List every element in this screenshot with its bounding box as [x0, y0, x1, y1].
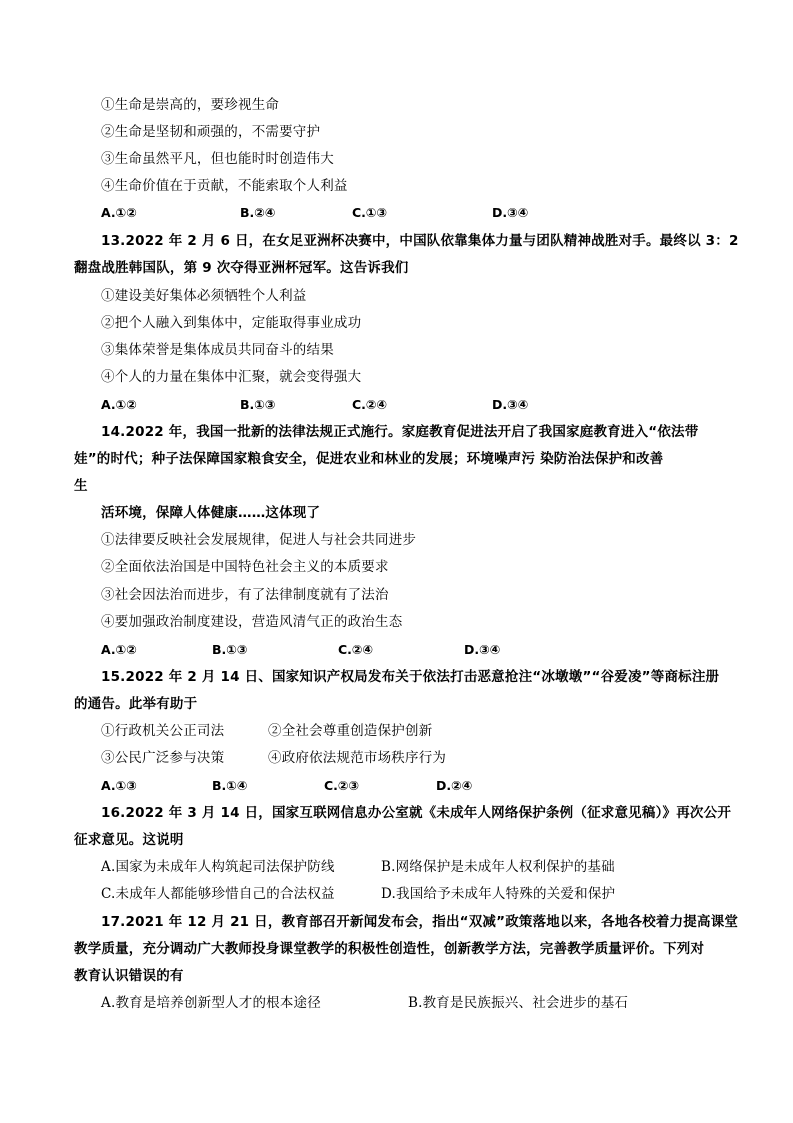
q17-option-a: A.教育是培养创新型人才的根本途径 [101, 995, 321, 1011]
q14-option-b-text: B.①③ [212, 642, 248, 657]
q17-stem-line-2 [74, 939, 704, 959]
q15-stem-line-1 [101, 667, 719, 687]
q17-stem-line-3-text: 教育认识错误的有 [74, 968, 184, 984]
q16-option-c: C.未成年人都能够珍惜自己的合法权益 [101, 886, 335, 902]
q13-item-2: ②把个人融入到集体中，定能取得事业成功 [101, 315, 362, 331]
q14-item-1: ①法律要反映社会发展规律，促进人与社会共同进步 [101, 532, 417, 548]
q13-stem-line-1 [101, 231, 739, 251]
q15-option-c-text: C.②③ [324, 778, 360, 793]
q13-option-b [240, 395, 275, 415]
q14-stem-line-4 [101, 503, 320, 523]
q13-option-c [352, 395, 387, 415]
q13-option-a [101, 395, 137, 415]
q12-item-1: ①生命是崇高的，要珍视生命 [101, 97, 280, 113]
q14-option-a-text: A.①② [101, 642, 137, 657]
q13-option-c-text: C.②④ [352, 397, 388, 412]
q17-stem-line-2-text: 教学质量，充分调动广大教师投身课堂教学的积极性创造性，创新教学方法，完善教学质量评价。下列对 [74, 941, 705, 957]
q15-item-3: ③公民广泛参与决策 [101, 750, 225, 766]
q12-option-d [492, 203, 528, 223]
q14-item-2: ②全面依法治国是中国特色社会主义的本质要求 [101, 559, 389, 575]
q13-option-d [492, 395, 528, 415]
q17-stem-line-1-text: 17.2021 年 12 月 21 日，教育部召开新闻发布会，指出“双减”政策落地以来，各地各校着力提高课堂 [101, 914, 739, 930]
q15-option-d [436, 776, 472, 796]
q14-option-d [464, 640, 500, 660]
q14-stem-line-2 [74, 449, 663, 469]
q15-item-1: ①行政机关公正司法 [101, 723, 225, 739]
q14-stem-line-3 [74, 476, 88, 496]
q16-option-b: B.网络保护是未成年人权利保护的基础 [381, 859, 615, 875]
q15-stem-line-2-text: 的通告。此举有助于 [74, 696, 198, 712]
q14-option-a [101, 640, 137, 660]
q13-option-a-text: A.①② [101, 397, 137, 412]
q12-item-4: ④生命价值在于贡献，不能索取个人利益 [101, 178, 348, 194]
q14-item-3: ③社会因法治而进步，有了法律制度就有了法治 [101, 587, 389, 603]
q12-option-a [101, 203, 137, 223]
q13-option-d-text: D.③④ [492, 397, 529, 412]
q12-item-3: ③生命虽然平凡，但也能时时创造伟大 [101, 151, 334, 167]
q15-item-2: ②全社会尊重创造保护创新 [268, 723, 433, 739]
q15-option-b-text: B.①④ [212, 778, 248, 793]
q17-stem-line-3 [74, 966, 184, 986]
q17-option-b: B.教育是民族振兴、社会进步的基石 [408, 995, 629, 1011]
q14-option-c [338, 640, 373, 660]
q12-option-b-text: B.②④ [240, 205, 276, 220]
q16-stem-line-2 [74, 830, 184, 850]
q14-stem-line-4-text: 活环境，保障人体健康……这体现了 [101, 505, 321, 521]
q14-option-d-text: D.③④ [464, 642, 501, 657]
q13-stem-line-2 [74, 258, 409, 278]
q15-stem-line-1-text: 15.2022 年 2 月 14 日、国家知识产权局发布关于依法打击恶意抢注“冰墩墩”“谷爱凌”等商标注册 [101, 669, 720, 685]
q12-option-c [352, 203, 387, 223]
q16-stem-line-1-text: 16.2022 年 3 月 14 日，国家互联网信息办公室就《未成年人网络保护条例（征求意见稿）》再次公开 [101, 805, 732, 821]
q17-stem-line-1 [101, 912, 738, 932]
q16-stem-line-2-text: 征求意见。这说明 [74, 832, 184, 848]
q13-item-3: ③集体荣誉是集体成员共同奋斗的结果 [101, 342, 334, 358]
q13-stem-line-1-text: 13.2022 年 2 月 6 日，在女足亚洲杯决赛中，中国队依靠集体力量与团队精神战胜对手。最终以 3：2 [101, 233, 739, 249]
q14-stem-line-3-text: 生 [74, 478, 88, 494]
q14-option-c-text: C.②④ [338, 642, 374, 657]
q15-option-b [212, 776, 247, 796]
q13-option-b-text: B.①③ [240, 397, 276, 412]
q12-item-2: ②生命是坚韧和顽强的，不需要守护 [101, 124, 321, 140]
q15-item-4: ④政府依法规范市场秩序行为 [268, 750, 447, 766]
q14-stem-line-1-text: 14.2022 年，我国一批新的法律法规正式施行。家庭教育促进法开启了我国家庭教育进入“依法带 [101, 424, 699, 440]
q12-option-a-text: A.①② [101, 205, 137, 220]
q16-option-d: D.我国给予未成年人特殊的关爱和保护 [381, 886, 616, 902]
q13-item-4: ④个人的力量在集体中汇聚，就会变得强大 [101, 369, 362, 385]
q14-item-4: ④要加强政治制度建设，营造风清气正的政治生态 [101, 614, 403, 630]
q14-stem-line-1 [101, 422, 698, 442]
q15-option-a [101, 776, 137, 796]
q15-option-c [324, 776, 359, 796]
q15-option-d-text: D.②④ [436, 778, 473, 793]
q14-stem-line-2-text: 娃”的时代；种子法保障国家粮食安全，促进农业和林业的发展；环境噪声污 染防治法保护和改善 [74, 451, 664, 467]
q15-stem-line-2 [74, 694, 197, 714]
q15-option-a-text: A.①③ [101, 778, 137, 793]
q16-stem-line-1 [101, 803, 731, 823]
q16-option-a: A.国家为未成年人构筑起司法保护防线 [101, 859, 335, 875]
q13-stem-line-2-text: 翻盘战胜韩国队，第 9 次夺得亚洲杯冠军。这告诉我们 [74, 260, 409, 276]
q12-option-b [240, 203, 275, 223]
q12-option-c-text: C.①③ [352, 205, 388, 220]
q12-option-d-text: D.③④ [492, 205, 529, 220]
q13-item-1: ①建设美好集体必须牺牲个人利益 [101, 288, 307, 304]
q14-option-b [212, 640, 247, 660]
